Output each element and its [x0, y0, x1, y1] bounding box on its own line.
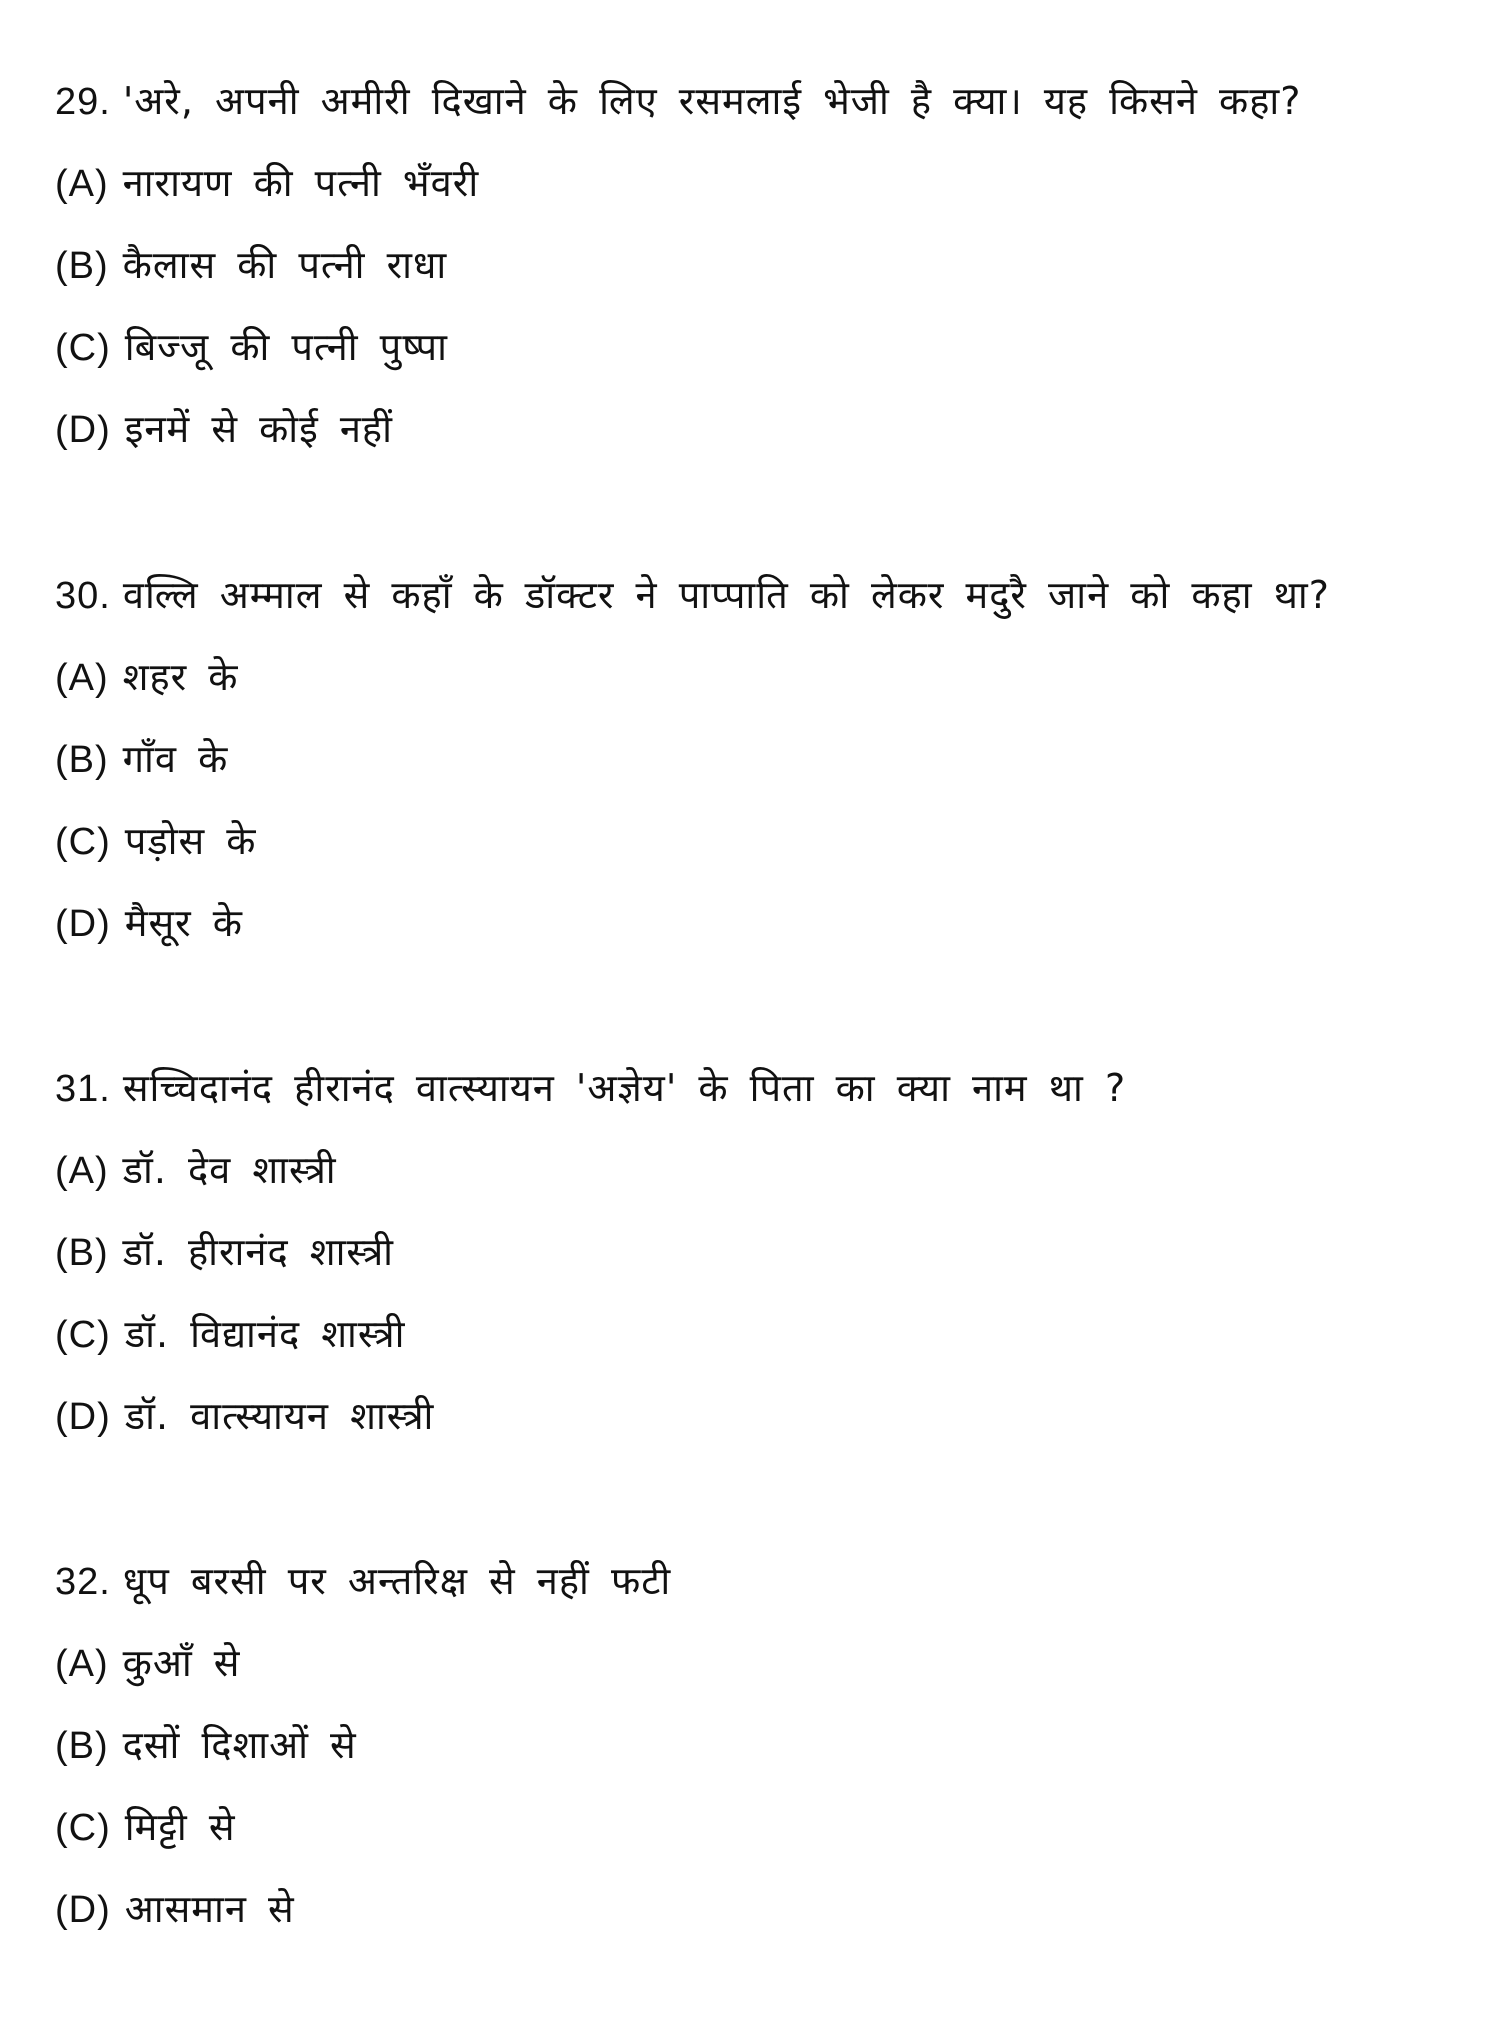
option-text: कुआँ से [122, 1641, 241, 1685]
option-text: डॉ. विद्यानंद शास्त्री [124, 1312, 406, 1356]
option-text: आसमान से [124, 1887, 295, 1931]
option-text: पड़ोस के [124, 819, 257, 863]
option-label: (C) [55, 327, 111, 369]
option-b [55, 718, 1485, 800]
question-text [55, 1540, 1485, 1622]
option-text: डॉ. देव शास्त्री [122, 1148, 337, 1192]
option-label: (A) [55, 163, 109, 205]
option-d [55, 882, 1485, 964]
option-label: (A) [55, 657, 109, 699]
option-d [55, 1375, 1485, 1457]
option-d [55, 1868, 1485, 1950]
option-a [55, 1622, 1485, 1704]
option-a [55, 142, 1485, 224]
option-a [55, 636, 1485, 718]
option-text: डॉ. वात्स्यायन शास्त्री [124, 1394, 435, 1438]
option-label: (B) [55, 245, 109, 287]
question-text [55, 554, 1485, 636]
option-b [55, 224, 1485, 306]
option-c [55, 1786, 1485, 1868]
option-text: डॉ. हीरानंद शास्त्री [122, 1230, 395, 1274]
question-stem: 'अरे, अपनी अमीरी दिखाने के लिए रसमलाई भेजी है क्या। यह किसने कहा? [122, 79, 1302, 123]
question-stem: वल्लि अम्माल से कहाँ के डॉक्टर ने पाप्पाति को लेकर मदुरै जाने को कहा था? [122, 573, 1330, 617]
option-text: मिट्टी से [124, 1805, 236, 1849]
option-b [55, 1704, 1485, 1786]
question-32 [55, 1540, 1485, 1950]
option-d [55, 388, 1485, 470]
question-number: 31. [55, 1068, 111, 1110]
option-text: नारायण की पत्नी भँवरी [122, 161, 480, 205]
option-label: (A) [55, 1643, 109, 1685]
option-label: (C) [55, 1314, 111, 1356]
question-30 [55, 554, 1485, 964]
option-text: कैलास की पत्नी राधा [122, 243, 448, 287]
option-label: (C) [55, 821, 111, 863]
option-label: (D) [55, 1889, 111, 1931]
option-c [55, 1293, 1485, 1375]
option-text: शहर के [122, 655, 239, 699]
option-label: (A) [55, 1150, 109, 1192]
option-text: दसों दिशाओं से [122, 1723, 357, 1767]
question-stem: धूप बरसी पर अन्तरिक्ष से नहीं फटी [122, 1559, 672, 1603]
question-29 [55, 60, 1485, 470]
option-text: गाँव के [122, 737, 229, 781]
question-31 [55, 1047, 1485, 1457]
option-label: (B) [55, 1725, 109, 1767]
option-b [55, 1211, 1485, 1293]
question-number: 30. [55, 575, 111, 617]
option-label: (C) [55, 1807, 111, 1849]
option-text: मैसूर के [124, 901, 243, 945]
question-stem: सच्चिदानंद हीरानंद वात्स्यायन 'अज्ञेय' के पिता का क्या नाम था ? [122, 1066, 1127, 1110]
option-label: (D) [55, 1396, 111, 1438]
option-text: बिज्जू की पत्नी पुष्पा [124, 325, 448, 369]
option-c [55, 800, 1485, 882]
option-label: (B) [55, 1232, 109, 1274]
option-label: (D) [55, 409, 111, 451]
option-text: इनमें से कोई नहीं [124, 407, 393, 451]
question-number: 32. [55, 1561, 111, 1603]
option-label: (D) [55, 903, 111, 945]
option-label: (B) [55, 739, 109, 781]
question-text [55, 60, 1485, 142]
option-c [55, 306, 1485, 388]
question-text [55, 1047, 1485, 1129]
question-number: 29. [55, 81, 111, 123]
option-a [55, 1129, 1485, 1211]
